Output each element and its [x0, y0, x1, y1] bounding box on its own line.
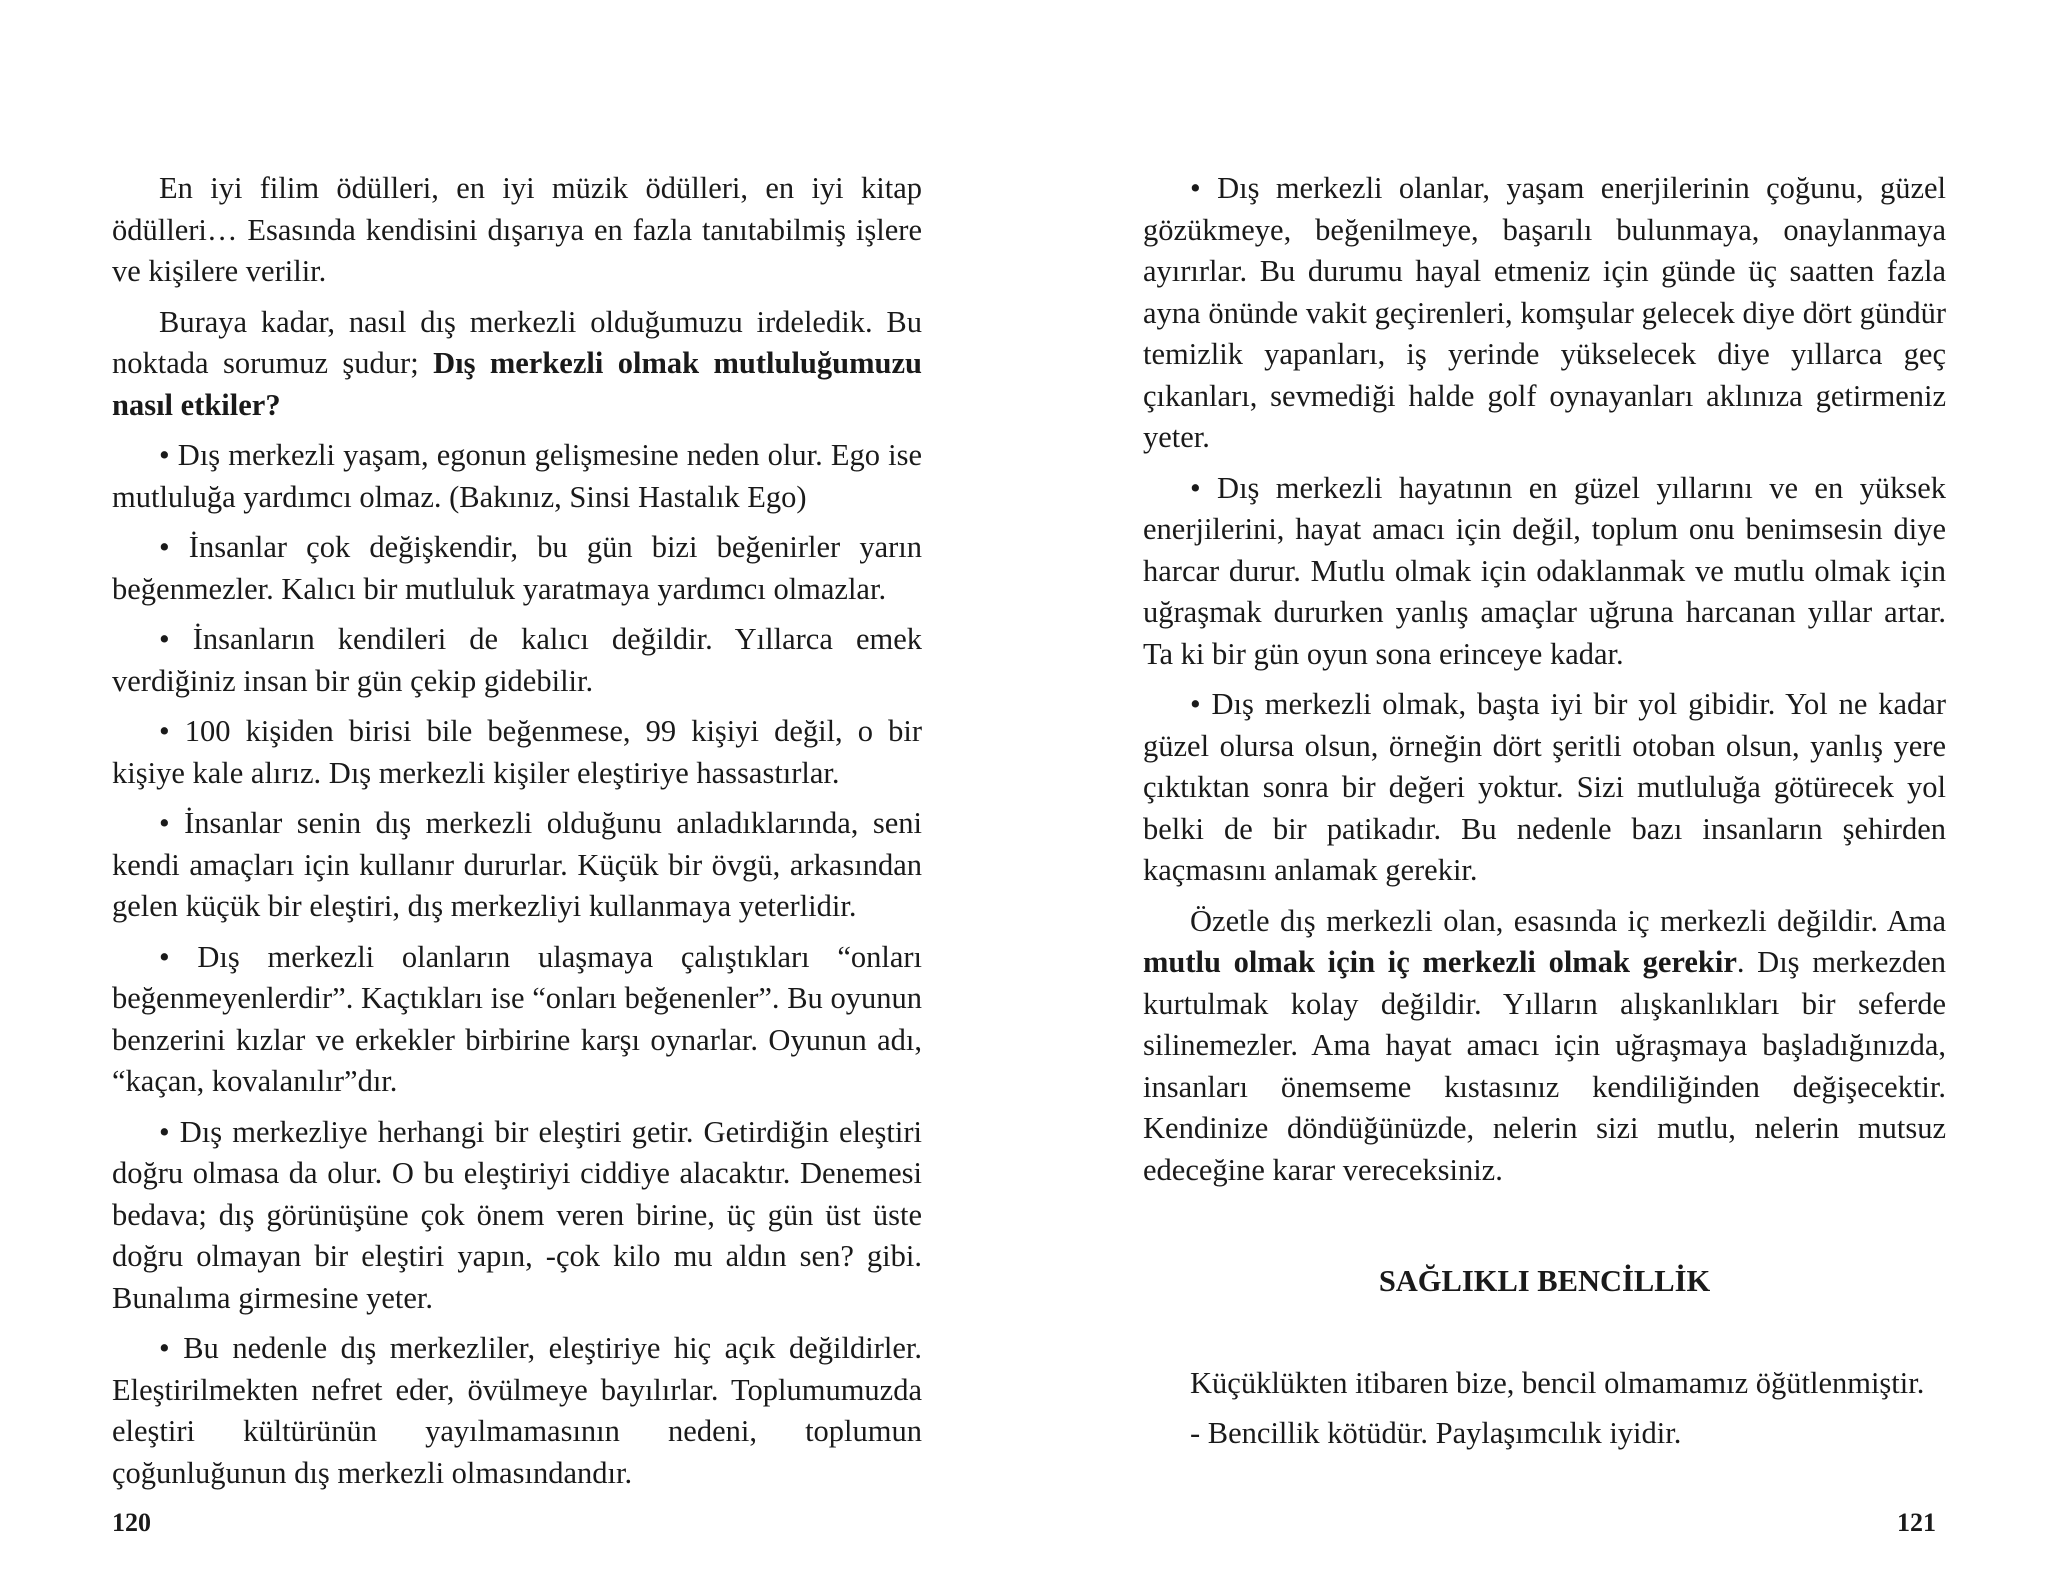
- bullet-paragraph: • Dış merkezli olanlar, yaşam enerjilerinin çoğunu, güzel gözükmeye, beğenilmeye, başarılı bulunmaya, onaylanmaya ayırırlar. Bu durumu hayal etmeniz için günde üç saatten fazla ayna önünde vakit geçirenleri, komşular gelecek diye dört gündür temizlik yapanları, iş yerinde yükselecek diye yıllarca geç çıkanları, sevmediği halde golf oynayanları aklınıza getirmeniz yeter.: [1143, 171, 1946, 454]
- bullet-paragraph: • Dış merkezli olanların ulaşmaya çalıştıkları “onları beğenmeyenlerdir”. Kaçtıkları ise “onları beğenenler”. Bu oyunun benzerini kızlar ve erkekler birbirine karşı oynarlar. Oyunun adı, “kaçan, kovalanılır”dır.: [112, 939, 922, 1098]
- right-page: [1143, 168, 1946, 1455]
- paragraph-text: Buraya kadar, nasıl dış merkezli olduğumuzu irdeledik. Bu noktada sorumuz şudur;: [112, 304, 922, 380]
- bullet-paragraph: • İnsanlar senin dış merkezli olduğunu anladıklarında, seni kendi amaçları için kullanır dururlar. Küçük bir övgü, arkasından gelen küçük bir eleştiri, dış merkezliyi kullanmaya yeterlidir.: [112, 806, 922, 923]
- paragraph: Küçüklükten itibaren bize, bencil olmamamız öğütlenmiştir.: [1190, 1365, 1925, 1400]
- bullet-paragraph: • Dış merkezli hayatının en güzel yıllarını ve en yüksek enerjilerini, hayat amacı için değil, toplum onu benimsesin diye harcar durur. Mutlu olmak için odaklanmak ve mutlu olmak için uğraşmak dururken yanlış amaçlar uğruna harcanan yıllar artar. Ta ki bir gün oyun sona erinceye kadar.: [1143, 470, 1946, 671]
- bold-phrase: mutlu olmak için iç merkezli olmak gerekir: [1143, 945, 1737, 979]
- bullet-paragraph: • Bu nedenle dış merkezliler, eleştiriye hiç açık değildirler. Eleştirilmekten nefret eder, övülmeye bayılırlar. Toplumumuzda eleştiri kültürünün yayılmamasının nedeni, toplumun çoğunluğunun dış merkezli olmasındandır.: [112, 1331, 922, 1490]
- paragraph: [1143, 901, 1946, 1192]
- left-page: [112, 168, 922, 1503]
- bullet-paragraph: • 100 kişiden birisi bile beğenmese, 99 kişiyi değil, o bir kişiye kale alırız. Dış merkezli kişiler eleştiriye hassastırlar.: [112, 714, 922, 790]
- page-number-right: 121: [1897, 1508, 1936, 1537]
- dash-line: - Bencillik kötüdür. Paylaşımcılık iyidir.: [1190, 1416, 1682, 1450]
- bullet-paragraph: • İnsanlar çok değişkendir, bu gün bizi beğenirler yarın beğenmezler. Kalıcı bir mutluluk yaratmaya yardımcı olmazlar.: [112, 530, 922, 606]
- paragraph-text: . Dış merkezden kurtulmak kolay değildir. Yılların alışkanlıkları bir seferde silinemezler. Ama hayat amacı için uğraşmaya başladığınızda, insanları önemseme kıstasınız kendiliğinden değişecektir. Kendinize döndüğünüzde, nelerin sizi mutlu, nelerin mutsuz edeceğine karar vereceksiniz.: [1143, 945, 1946, 1187]
- section-heading: SAĞLIKLI BENCİLLİK: [1378, 1264, 1711, 1298]
- bullet-paragraph: • İnsanların kendileri de kalıcı değildir. Yıllarca emek verdiğiniz insan bir gün çekip gidebilir.: [112, 622, 922, 698]
- bullet-paragraph: • Dış merkezli olmak, başta iyi bir yol gibidir. Yol ne kadar güzel olursa olsun, örneğin dört şeritli otoban olsun, yanlış yere çıktıktan sonra bir değeri yoktur. Sizi mutluluğa götürecek yol belki de bir patikadır. Bu nedenle bazı insanların şehirden kaçmasını anlamak gerekir.: [1143, 687, 1946, 887]
- paragraph-text: Özetle dış merkezli olan, esasında iç merkezli değildir. Ama: [1190, 903, 1946, 938]
- page-number-left: 120: [112, 1508, 151, 1537]
- paragraph: En iyi filim ödülleri, en iyi müzik ödülleri, en iyi kitap ödülleri… Esasında kendisini dışarıya en fazla tanıtabilmiş işlere ve kişilere verilir.: [112, 171, 922, 288]
- bullet-paragraph: • Dış merkezliye herhangi bir eleştiri getir. Getirdiğin eleştiri doğru olmasa da olur. O bu eleştiriyi ciddiye alacaktır. Denemesi bedava; dış görünüşüne çok önem veren birine, üç gün üst üste doğru olmayan bir eleştiri yapın, -çok kilo mu aldın sen? gibi. Bunalıma girmesine yeter.: [112, 1114, 922, 1315]
- bold-question: Dış merkezli olmak mutluluğumuzu nasıl etkiler?: [112, 346, 922, 422]
- paragraph: [112, 302, 922, 427]
- bullet-paragraph: • Dış merkezli yaşam, egonun gelişmesine neden olur. Ego ise mutluluğa yardımcı olmaz. (Bakınız, Sinsi Hastalık Ego): [112, 438, 922, 514]
